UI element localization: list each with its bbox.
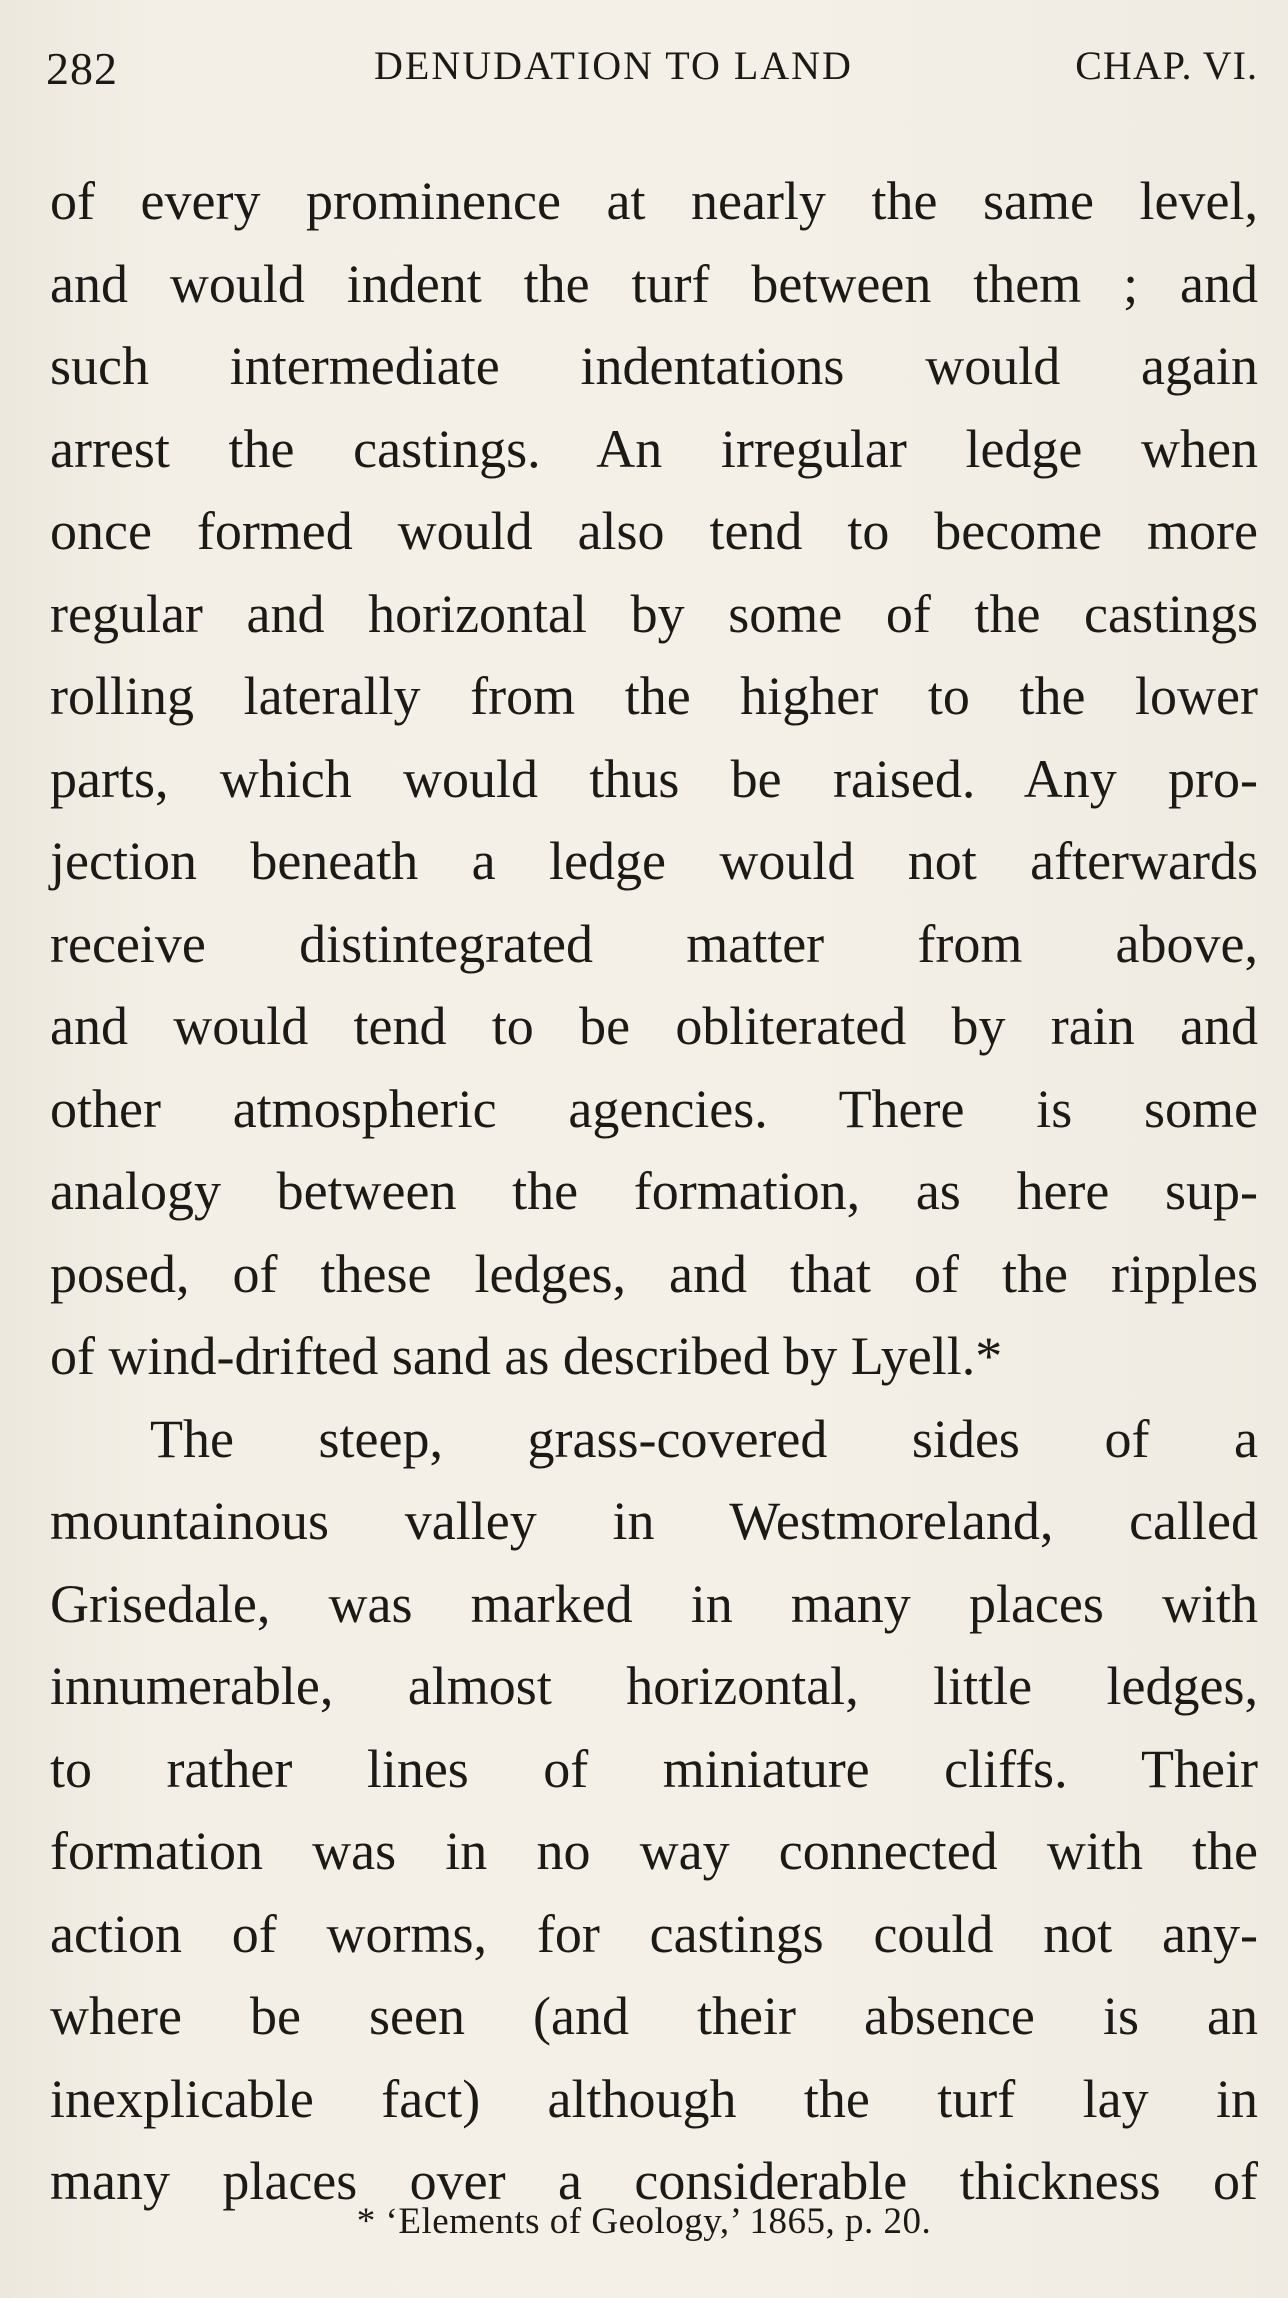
text-line: inexplicable fact) although the turf lay in [50,2068,1258,2129]
text-line: mountainous valley in Westmoreland, called [50,1491,1258,1551]
text-line: innumerable, almost horizontal, little ledges, [50,1656,1258,1716]
text-line: action of worms, for castings could not any- [50,1903,1258,1964]
running-head [46,42,1258,102]
page-number: 282 [46,43,118,94]
chapter-label: CHAP. VI. [1075,43,1258,88]
body-text [50,160,1258,2223]
text-line: and would tend to be obliterated by rain and [50,996,1258,1056]
text-line: of wind-drifted sand as described by Lyell.* [50,1326,1003,1386]
text-line: jection beneath a ledge would not afterwards [50,831,1258,891]
text-line: and would indent the turf between them ; and [50,253,1258,314]
text-line: to rather lines of miniature cliffs. Their [50,1738,1258,1799]
running-title: DENUDATION TO LAND [374,43,853,88]
text-line: receive distintegrated matter from above, [50,913,1258,974]
text-line: posed, of these ledges, and that of the ripples [50,1243,1258,1304]
text-line: other atmospheric agencies. There is some [50,1078,1258,1139]
text-line: formation was in no way connected with the [50,1821,1258,1881]
text-line: Grisedale, was marked in many places with [50,1573,1258,1634]
text-line: such intermediate indentations would again [50,336,1258,396]
text-line: of every prominence at nearly the same level, [50,171,1258,231]
text-line: regular and horizontal by some of the castings [50,583,1258,644]
text-line: rolling laterally from the higher to the lower [50,666,1258,726]
text-line: once formed would also tend to become more [50,501,1258,561]
text-line: parts, which would thus be raised. Any pro- [50,748,1258,809]
text-line: The steep, grass-covered sides of a [150,1408,1258,1469]
text-line: many places over a considerable thickness of [50,2151,1258,2211]
text-line: arrest the castings. An irregular ledge when [50,418,1258,479]
footnote: * ‘Elements of Geology,’ 1865, p. 20. [356,2201,932,2242]
text-line: analogy between the formation, as here sup- [50,1161,1258,1221]
text-line: where be seen (and their absence is an [50,1986,1258,2046]
